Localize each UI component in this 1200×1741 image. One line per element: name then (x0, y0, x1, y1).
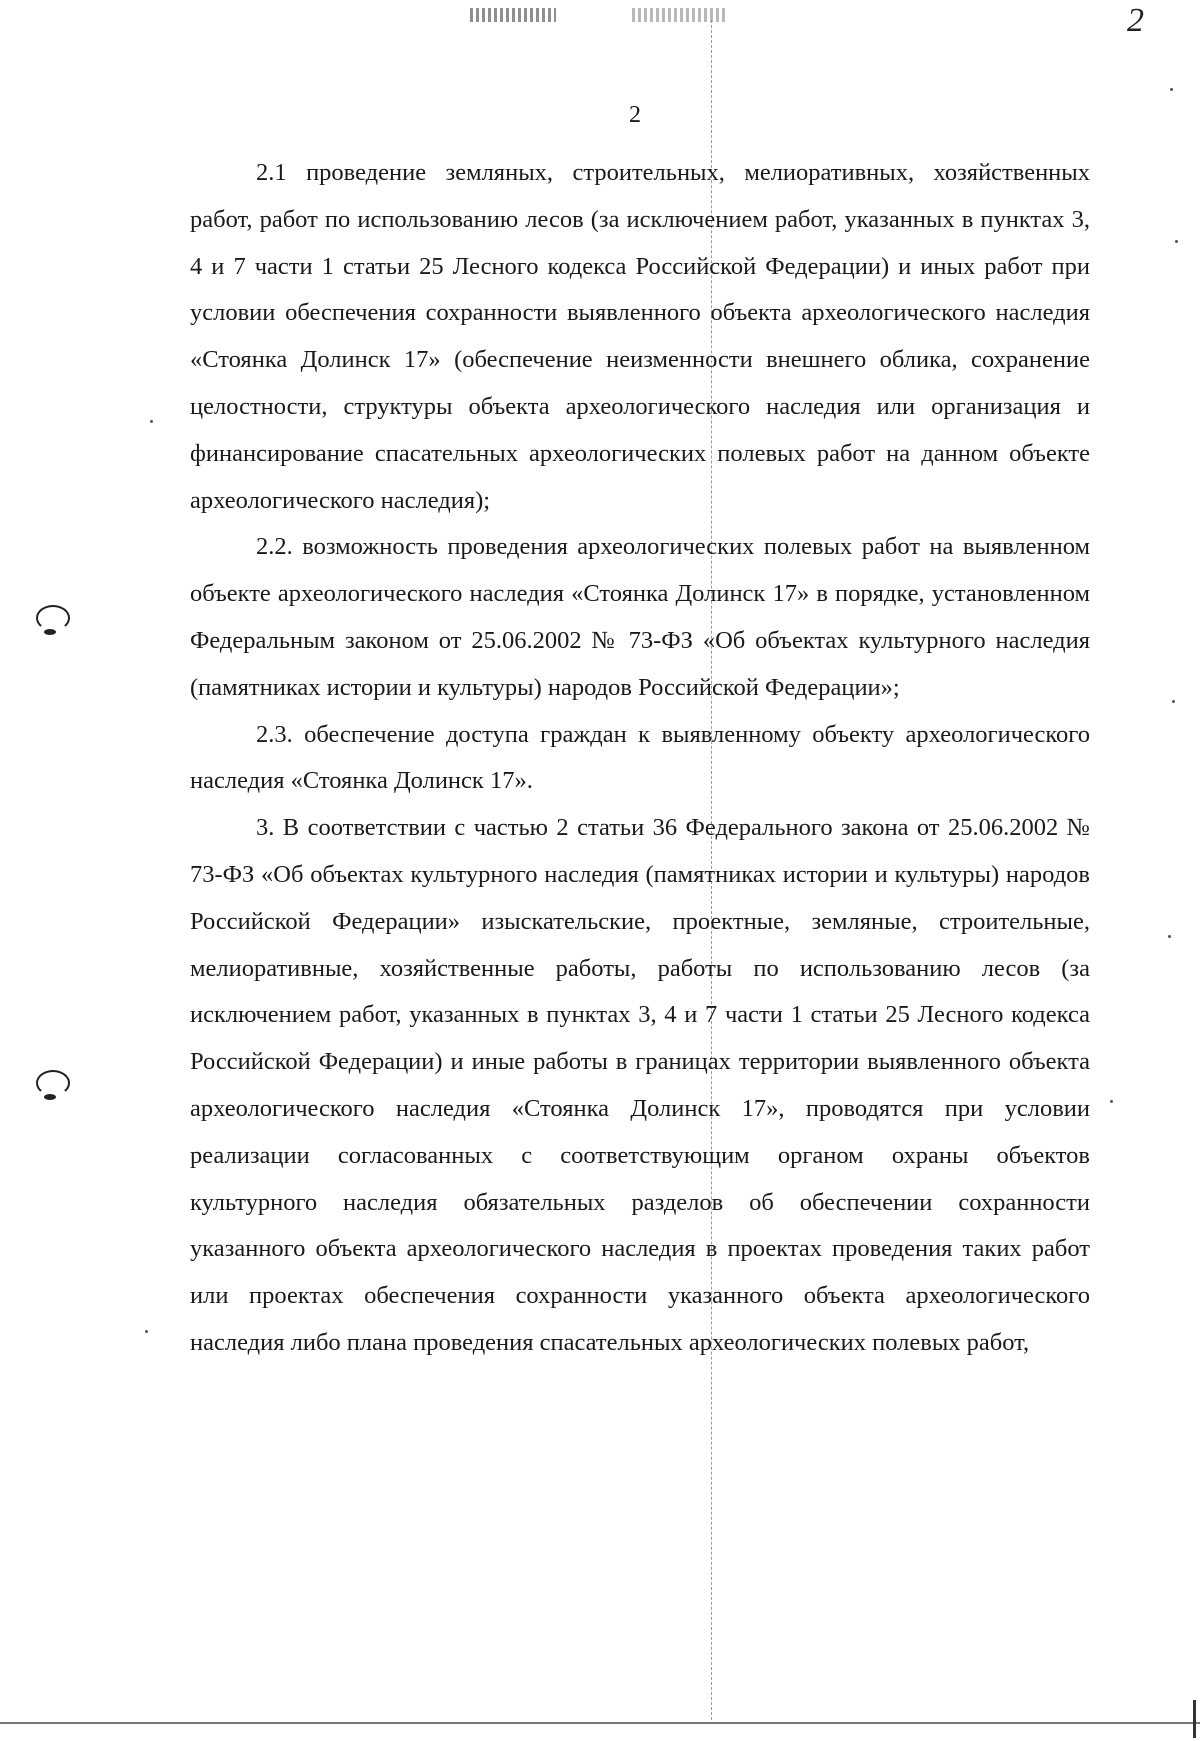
scan-speck (1110, 1100, 1113, 1103)
paragraph-2-1: 2.1 проведение земляных, строительных, мелиоративных, хозяйственных работ, работ по использованию лесов (за исключением работ, указанных в пунктах 3, 4 и 7 части 1 статьи 25 Лесного кодекса Российской Федерации) и иных работ при условии обеспечения сохранности выявленного объекта археологического наследия «Стоянка Долинск 17» (обеспечение неизменности внешнего облика, сохранение целостности, структуры объекта археологического наследия или организация и финансирование спасательных археологических полевых работ на данном объекте археологического наследия); (190, 159, 1090, 514)
paragraph-2-2: 2.2. возможность проведения археологических полевых работ на выявленном объекте археологического наследия «Стоянка Долинск 17» в порядке, установленном Федеральным законом от 25.06.2002 № 73-ФЗ «Об объектах культурного наследия (памятниках истории и культуры) народов Российской Федерации»; (190, 533, 1090, 701)
paragraph-3: 3. В соответствии с частью 2 статьи 36 Федерального закона от 25.06.2002 № 73-ФЗ «Об объектах культурного наследия (памятниках истории и культуры) народов Российской Федерации» изыскательские, проектные, земляные, строительные, мелиоративные, хозяйственные работы, работы по использованию лесов (за исключением работ, указанных в пунктах 3, 4 и 7 части 1 статьи 25 Лесного кодекса Российской Федерации) и иные работы в границах территории выявленного объекта археологического наследия «Стоянка Долинск 17», проводятся при условии реализации согласованных с соответствующим органом охраны объектов культурного наследия обязательных разделов об обеспечении сохранности указанного объекта археологического наследия в проектах проведения таких работ или проектах обеспечения сохранности указанного объекта археологического наследия либо плана проведения спасательных археологических полевых работ, (190, 814, 1090, 1356)
scan-speck (1170, 88, 1173, 91)
punch-hole-icon (36, 605, 70, 631)
punch-hole-icon (36, 1070, 70, 1096)
scan-speck (1172, 700, 1175, 703)
scan-edge-mark (1193, 1700, 1196, 1738)
handwritten-page-mark: 2 (1127, 2, 1144, 39)
scan-smudge (470, 8, 556, 22)
scan-speck (1168, 935, 1171, 938)
scan-speck (1175, 240, 1178, 243)
scan-smudge (632, 8, 728, 22)
scan-speck (150, 420, 153, 423)
page-number: 2 (629, 102, 641, 128)
scan-speck (145, 1330, 148, 1333)
scan-bottom-edge (0, 1722, 1200, 1724)
paragraph-2-3: 2.3. обеспечение доступа граждан к выявленному объекту археологического наследия «Стоянка Долинск 17». (190, 720, 1090, 795)
document-body (190, 150, 1090, 1367)
